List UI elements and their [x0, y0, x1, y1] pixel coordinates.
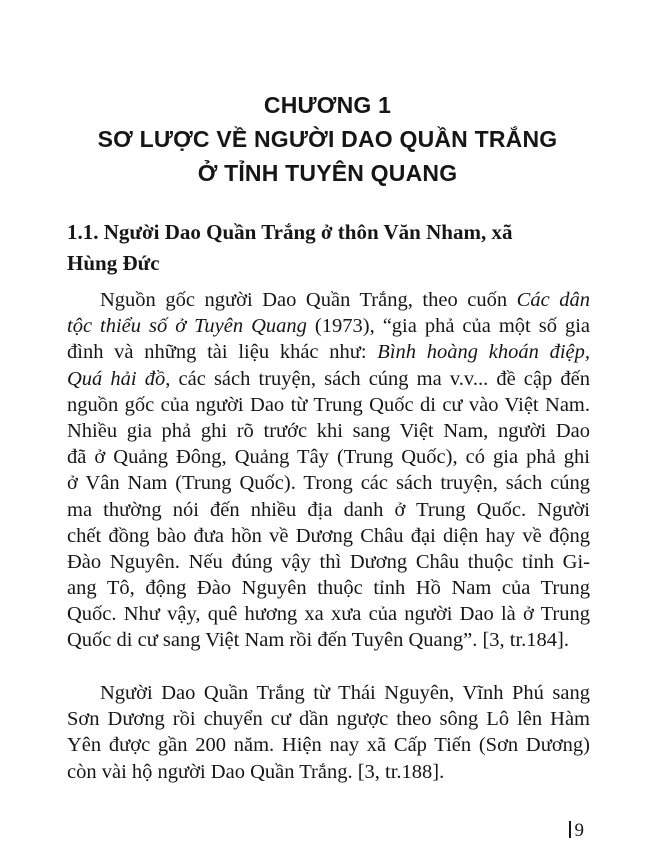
book-title-italic: Các dân: [516, 289, 590, 311]
paragraph-line: [67, 339, 590, 365]
paragraph-line: Người Dao Quần Trắng từ Thái Nguyên, Vĩnh Phú sang: [100, 682, 590, 704]
chapter-title-line-1: SƠ LƯỢC VỀ NGƯỜI DAO QUẦN TRẮNG: [97, 126, 558, 152]
paragraph-line: [67, 313, 590, 339]
section-heading: [67, 217, 592, 279]
paragraph-line: ang Tô, động Đào Nguyên thuộc tỉnh Hồ Nam của Trung: [67, 577, 590, 600]
paragraph-migration: [67, 680, 590, 785]
paragraph-origin: [67, 287, 590, 654]
chapter-title-block: [0, 88, 655, 190]
chapter-number: CHƯƠNG 1: [263, 92, 392, 118]
section-heading-line-2: Hùng Đức: [67, 251, 160, 275]
paragraph-line: Quốc. Như vậy, quê hương xa xưa của người Dao là ở Trung: [67, 603, 590, 626]
paragraph-line: Quốc di cư sang Việt Nam rồi đến Tuyên Quang”. [3, tr.184].: [67, 629, 569, 652]
document-title-italic: Quá hải đồ: [67, 367, 166, 390]
text-run: (1973), “gia phả của một số gia: [306, 315, 590, 338]
paragraph-line: [67, 287, 590, 313]
paragraph-line: Đào Nguyên. Nếu đúng vậy thì Dương Châu thuộc tỉnh Gi-: [67, 550, 590, 573]
paragraph-line: đã ở Quảng Đông, Quảng Tây (Trung Quốc), có gia phả ghi: [67, 446, 590, 469]
paragraph-line: chết đồng bào đưa hồn về Dương Châu đại diện hay về động: [67, 524, 590, 547]
book-title-italic: tộc thiểu số ở Tuyên Quang: [67, 315, 307, 338]
section-heading-line-1: 1.1. Người Dao Quần Trắng ở thôn Văn Nham, xã: [67, 220, 513, 244]
paragraph-line: [67, 366, 590, 392]
paragraph-line: Sơn Dương rồi chuyển cư dần ngược theo sông Lô lên Hàm: [67, 708, 590, 731]
paragraph-line: nguồn gốc của người Dao từ Trung Quốc di cư vào Việt Nam.: [67, 393, 590, 416]
chapter-title-line-2: Ở TỈNH TUYÊN QUANG: [197, 160, 458, 186]
paragraph-line: Nhiều gia phả ghi rõ trước khi sang Việt Nam, người Dao: [67, 419, 590, 442]
page-number-divider: [569, 821, 571, 838]
paragraph-line: ở Vân Nam (Trung Quốc). Trong các sách truyện, sách cúng: [67, 472, 590, 495]
paragraph-line: Yên được gần 200 năm. Hiện nay xã Cấp Tiến (Sơn Dương): [67, 734, 590, 757]
paragraph-line: ma thường nói đến nhiều địa danh ở Trung Quốc. Người: [67, 498, 590, 521]
page-number-value: 9: [574, 820, 584, 841]
document-title-italic: Bình hoàng khoán điệp,: [377, 341, 590, 364]
text-run: Nguồn gốc người Dao Quần Trắng, theo cuốn: [100, 289, 517, 311]
text-run: đình và những tài liệu khác như:: [67, 341, 378, 364]
paragraph-line: còn vài hộ người Dao Quần Trắng. [3, tr.188].: [67, 760, 445, 783]
text-run: , các sách truyện, sách cúng ma v.v... đề cập đến: [165, 367, 590, 390]
page-number: [569, 819, 584, 843]
